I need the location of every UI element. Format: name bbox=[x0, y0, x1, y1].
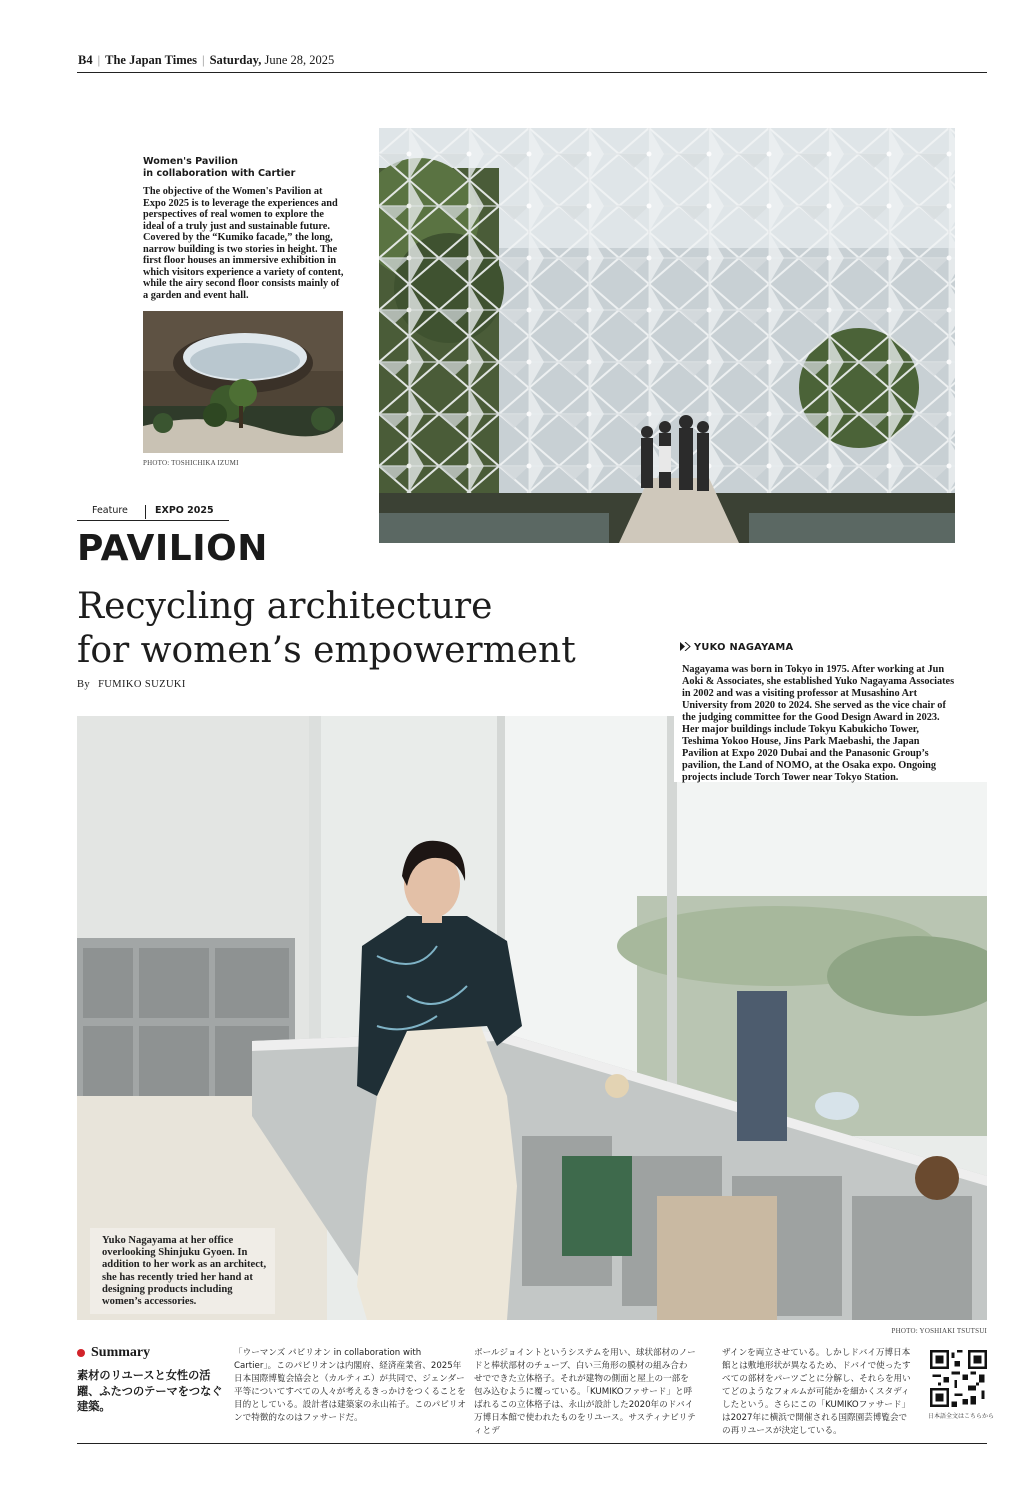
paper-name: The Japan Times bbox=[105, 53, 198, 67]
headline-line2: for women’s empowerment bbox=[77, 630, 576, 671]
issue-date: June 28, 2025 bbox=[264, 53, 335, 67]
issue-day: Saturday, bbox=[209, 53, 262, 67]
summary-heading bbox=[77, 1345, 150, 1361]
tag-section: EXPO 2025 bbox=[155, 505, 214, 516]
sidebar-photo-credit: PHOTO: TOSHICHIKA IZUMI bbox=[143, 459, 239, 467]
byline bbox=[77, 679, 186, 690]
top-rule bbox=[77, 72, 987, 73]
arrow-bullet-icon bbox=[680, 642, 691, 651]
byline-author: FUMIKO SUZUKI bbox=[98, 679, 186, 690]
sidebar-title-line1: Women's Pavilion bbox=[143, 156, 238, 167]
byline-by: By bbox=[77, 679, 91, 690]
bottom-rule bbox=[77, 1443, 987, 1444]
summary-body: 素材のリユースと女性の活躍、ふたつのテーマをつなぐ建築。 bbox=[77, 1369, 223, 1413]
bio-name-text: YUKO NAGAYAMA bbox=[694, 642, 794, 653]
bio-body: Nagayama was born in Tokyo in 1975. After working at Jun Aoki & Associates, she established Yuko Nagayama Associates in 2002 and was a visiting professor at Musashino Art University from 2020 to 2024. She served as the vice chair of the judging committee for the Good Design Award in 2023. Her major buildings include Tokyu Kabukicho Tower, Teshima Yokoo House, Jins Park Maebashi, the Japan Pavilion at Expo 2020 Dubai and the Panasonic Group’s pavilion, the Land of NOMO, at the Osaka expo. Ongoing projects include Torch Tower near Tokyo Station. bbox=[682, 664, 955, 783]
tag-feature: Feature bbox=[92, 505, 128, 516]
kicker: PAVILION bbox=[77, 528, 268, 569]
main-photo-credit: PHOTO: YOSHIAKI TSUTSUI bbox=[891, 1327, 987, 1335]
tag-divider bbox=[145, 505, 146, 519]
masthead: B4 | The Japan Times | Saturday, June 28, 2025 bbox=[78, 53, 335, 67]
japanese-column-2: ボールジョイントというシステムを用い、球状部材のノードと棒状部材のチューブ、白い三角形の膜材の組み合わせでできた立体格子。それが建物の側面と屋上の一部を包み込むように覆っている。「KUMIKOファサード」と呼ばれるこの立体格子は、永山が設計した2020年のドバイ万博日本館で使われたものをリユース。サスティナビリティとデ bbox=[474, 1348, 696, 1436]
section-tags bbox=[77, 503, 229, 521]
red-dot-icon bbox=[77, 1349, 85, 1357]
japanese-column-3: ザインを両立させている。しかしドバイ万博日本館とは敷地形状が異なるため、ドバイで使ったすべての部材をパーツごとに分解し、それらを用いてどのようなフォルムが可能かを細かくスタディしたという。さらにこの「KUMIKOファサード」は2027年に横浜で開催される国際園芸博覧会での再リユースが決定している。 bbox=[722, 1348, 911, 1436]
sidebar-body: The objective of the Women's Pavilion at Expo 2025 is to leverage the experiences and perspectives of real women to explore the ideal of a truly just and sustainable future. Covered by the “Kumiko facade,” the long, narrow building is two stories in height. The first floor houses an immersive exhibition in which visitors experience a variety of content, while the airy second floor consists mainly of a garden and event hall. bbox=[143, 186, 344, 301]
sidebar-title bbox=[143, 156, 343, 180]
qr-label: 日本語全文はこちらから bbox=[928, 1413, 995, 1420]
summary-heading-text: Summary bbox=[91, 1345, 151, 1360]
japanese-column-1: 「ウーマンズ パビリオン in collaboration with Cartier」。このパビリオンは内閣府、経済産業省、2025年日本国際博覧会協会と（カルティエ）が共同で、ジェンダー平等についてすべての人々が考えるきっかけをつくることを目的としている。設計者は建築家の永山祐子。このパビリオンで特徴的なのはファサードだ。 bbox=[234, 1348, 466, 1423]
headline-line1: Recycling architecture bbox=[77, 586, 493, 627]
qr-code-icon[interactable] bbox=[930, 1350, 987, 1407]
page-number: B4 bbox=[78, 53, 93, 67]
pavilion-interior-photo bbox=[143, 311, 343, 453]
headline bbox=[77, 585, 657, 673]
kumiko-facade-photo bbox=[379, 128, 955, 543]
sidebar-title-line2: in collaboration with Cartier bbox=[143, 168, 296, 179]
photo-caption: Yuko Nagayama at her office overlooking Shinjuku Gyoen. In addition to her work as an architect, she has recently tried her hand at designing products including women’s accessories. bbox=[102, 1235, 267, 1308]
bio-name bbox=[680, 642, 793, 653]
